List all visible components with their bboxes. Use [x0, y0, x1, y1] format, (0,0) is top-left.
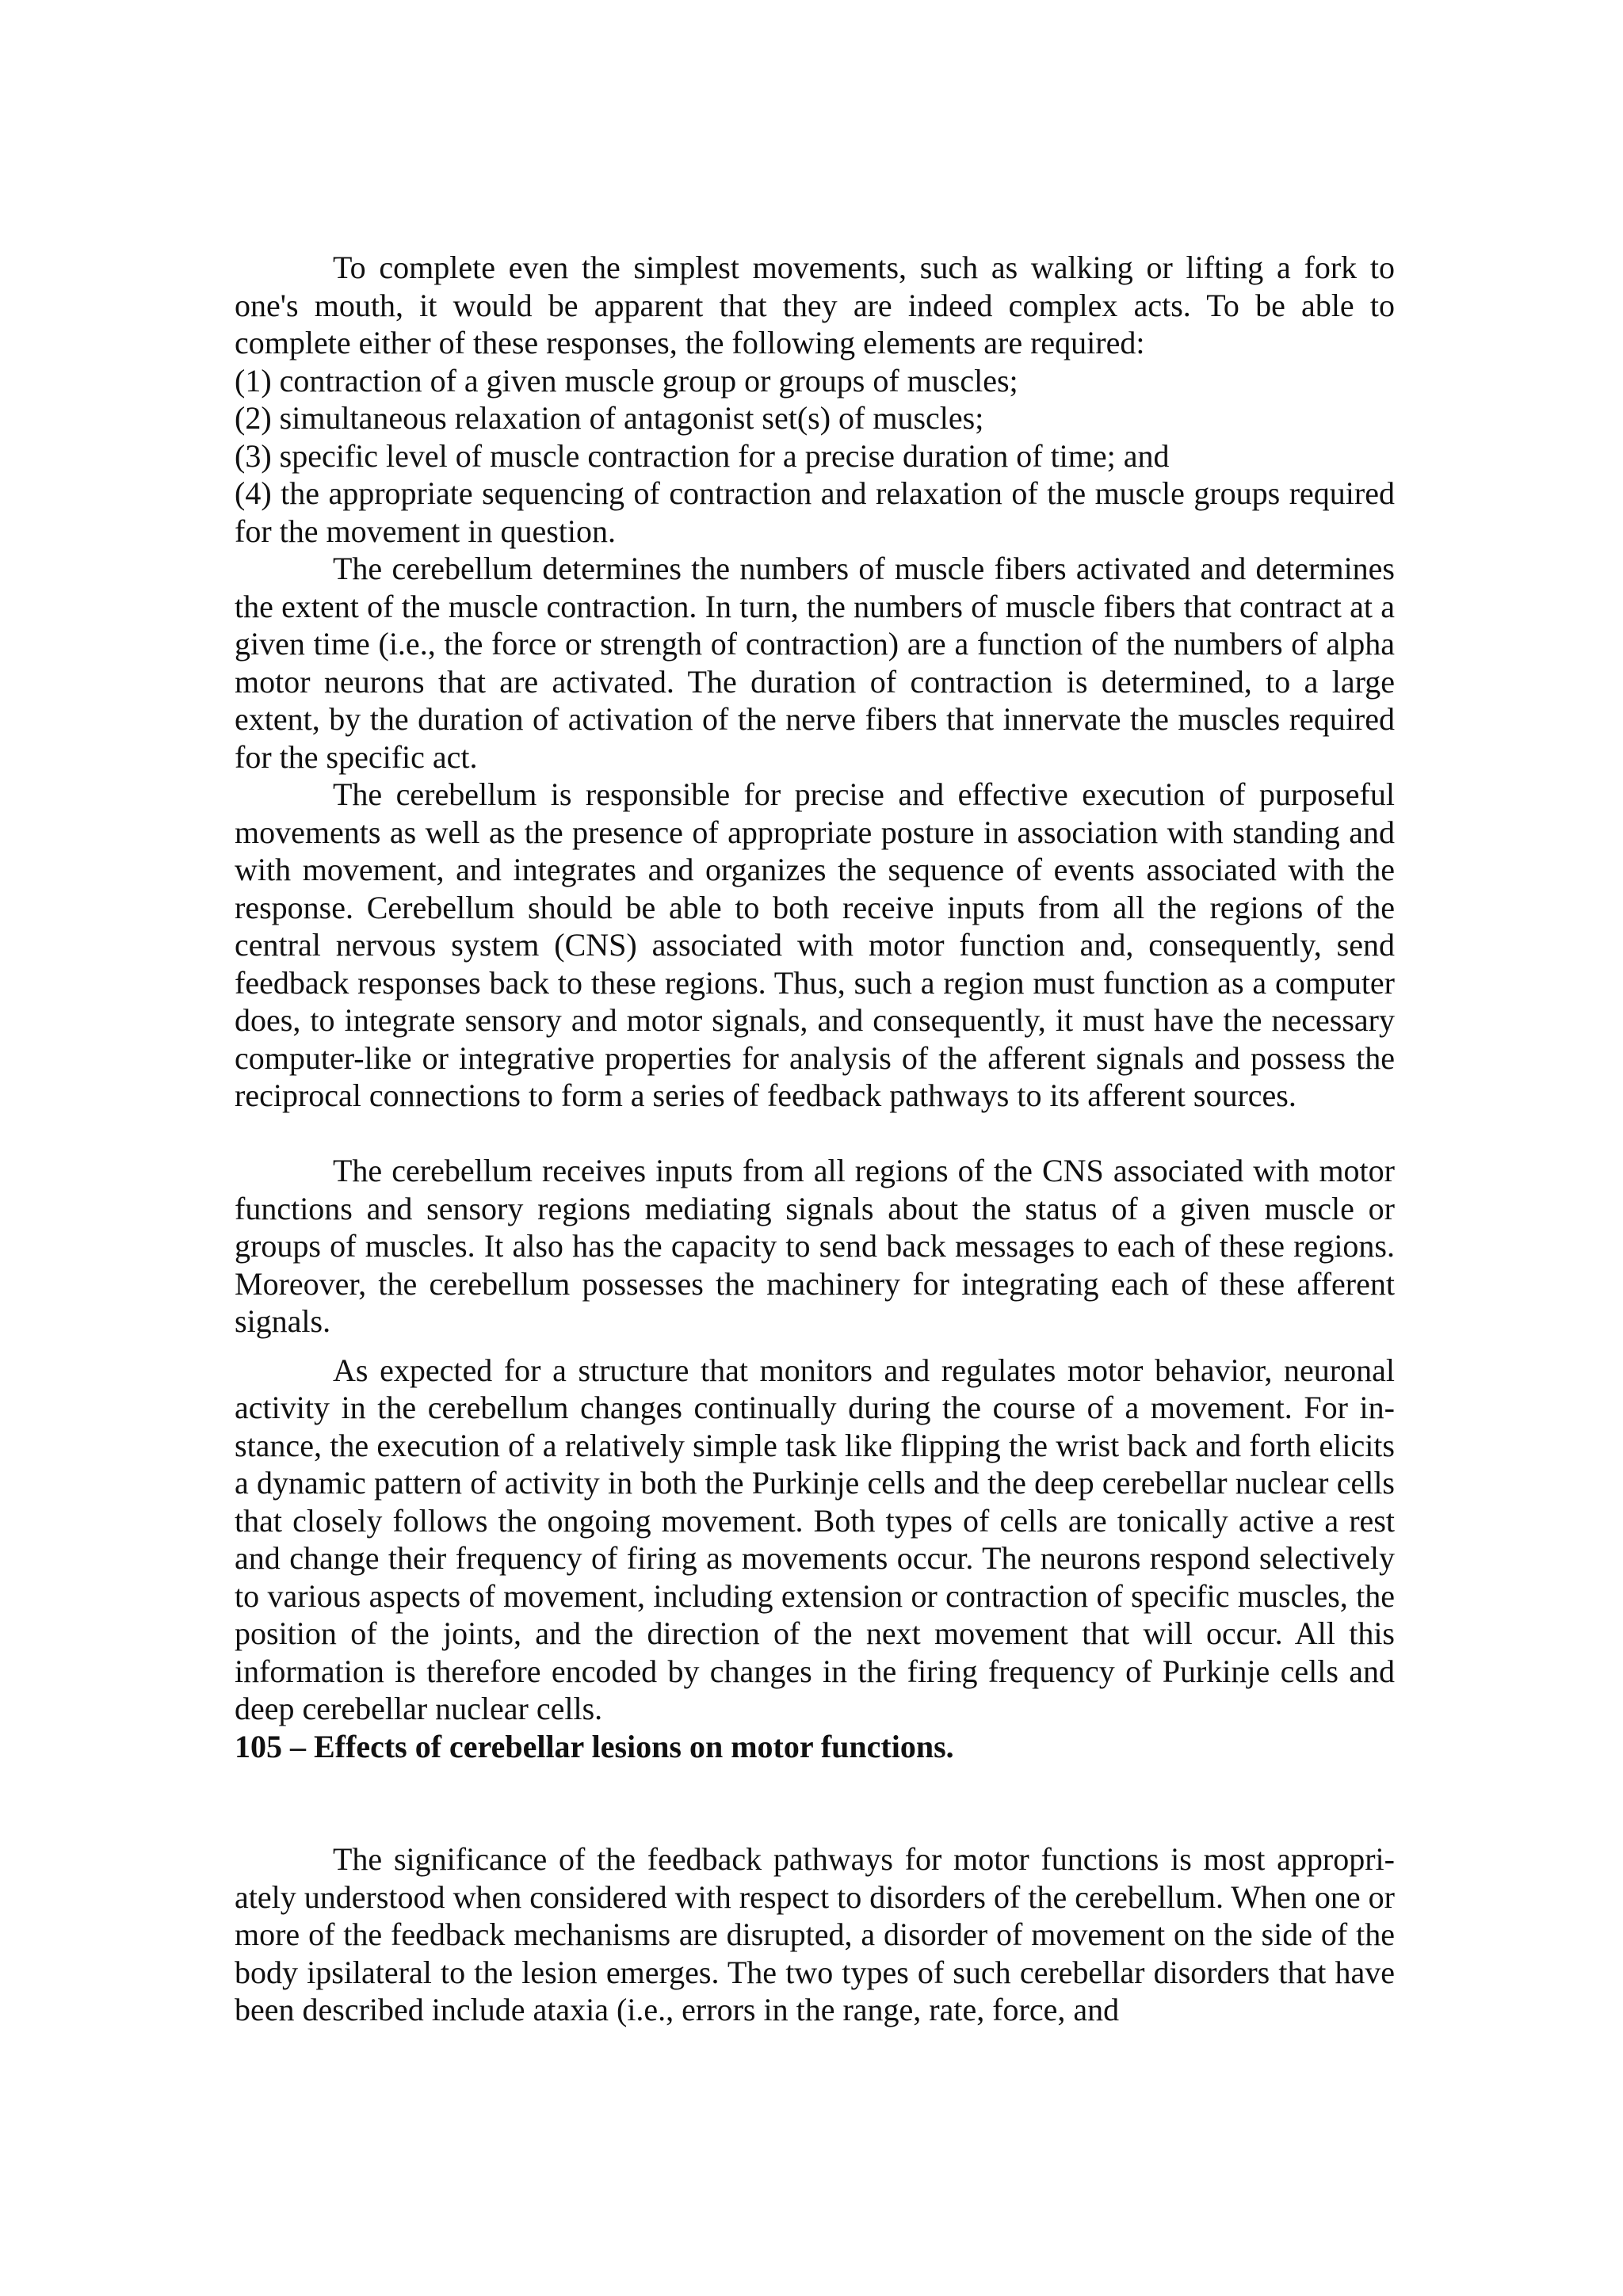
paragraph-cerebellum-role: The cerebellum is responsible for precise and effective execution of purposeful movements as well as the presence of appropriate posture in association with standing and with movement, and integrates and organizes the sequence of events associated with the response. Cerebellum should be able to both receive inputs from all the regions of the central nervous system (CNS) associated with motor function and, consequently, send feedback responses back to these regions. Thus, such a region must function as a computer does, to integrate sensory and motor signals, and consequently, it must have the necessary computer-like or integrative properties for analysis of the afferent signals and possess the reciprocal connections to form a series of feedback pathways to its afferent sources. — [235, 776, 1395, 1113]
paragraph-spacer — [235, 1115, 1395, 1153]
section-spacer — [235, 1765, 1395, 1840]
text-column — [235, 249, 1395, 2029]
paragraph-cerebellum-inputs: The cerebellum receives inputs from all regions of the CNS associated with motor functions and sensory regions mediating signals about the status of a given muscle or groups of muscles. It also has the capacity to send back messages to each of these regions. Moreover, the cerebellum possesses the machinery for integrating each of these afferent signals. — [235, 1153, 1395, 1339]
paragraph-intro: To complete even the simplest movements, such as walking or lifting a fork to one's mouth, it would be apparent that they are indeed complex acts. To be able to complete either of these responses, the following elements are required: — [235, 250, 1395, 360]
paragraph-spacer — [235, 1341, 1395, 1352]
list-item-2: (2) simultaneous relaxation of antagonist set(s) of muscles; — [235, 400, 984, 436]
section-heading: 105 – Effects of cerebellar lesions on motor functions. — [235, 1728, 954, 1764]
list-item-4: (4) the appropriate sequencing of contraction and relaxation of the muscle groups required for the movement in question. — [235, 475, 1395, 549]
paragraph-muscle-fibers: The cerebellum determines the numbers of muscle fibers activated and determines the extent of the muscle contraction. In turn, the numbers of muscle fibers that contract at a given time (i.e., the force or strength of contraction) are a function of the numbers of alpha motor neurons that are activated. The duration of contraction is determined, to a large extent, by the duration of activation of the nerve fibers that innervate the muscles required for the specific act. — [235, 551, 1395, 775]
paragraph-feedback-pathways: The significance of the feedback pathways for motor functions is most appropriately understood when considered with respect to disorders of the cerebellum. When one or more of the feedback mechanisms are disrupted, a disorder of movement on the side of the body ipsilateral to the lesion emerges. The two types of such cerebellar disorders that have been described include ataxia (i.e., errors in the range, rate, force, and — [235, 1841, 1395, 2027]
list-item-3: (3) specific level of muscle contraction for a precise duration of time; and — [235, 437, 1170, 474]
paragraph-neuronal-activity: As expected for a structure that monitors and regulates motor behavior, neuronal activity in the cerebellum changes continually during the course of a movement. For instance, the execution of a relatively simple task like flipping the wrist back and forth elicits a dynamic pattern of activity in both the Purkinje cells and the deep cerebellar nuclear cells that closely follows the ongoing movement. Both types of cells are tonically active a rest and change their frequency of firing as movements occur. The neurons respond selectively to various aspects of movement, including extension or contraction of specific muscles, the position of the joints, and the direction of the next movement that will occur. All this information is therefore encoded by changes in the firing frequency of Purkinje cells and deep cerebellar nuclear cells. — [235, 1352, 1395, 1726]
list-item-1: (1) contraction of a given muscle group or groups of muscles; — [235, 362, 1018, 399]
